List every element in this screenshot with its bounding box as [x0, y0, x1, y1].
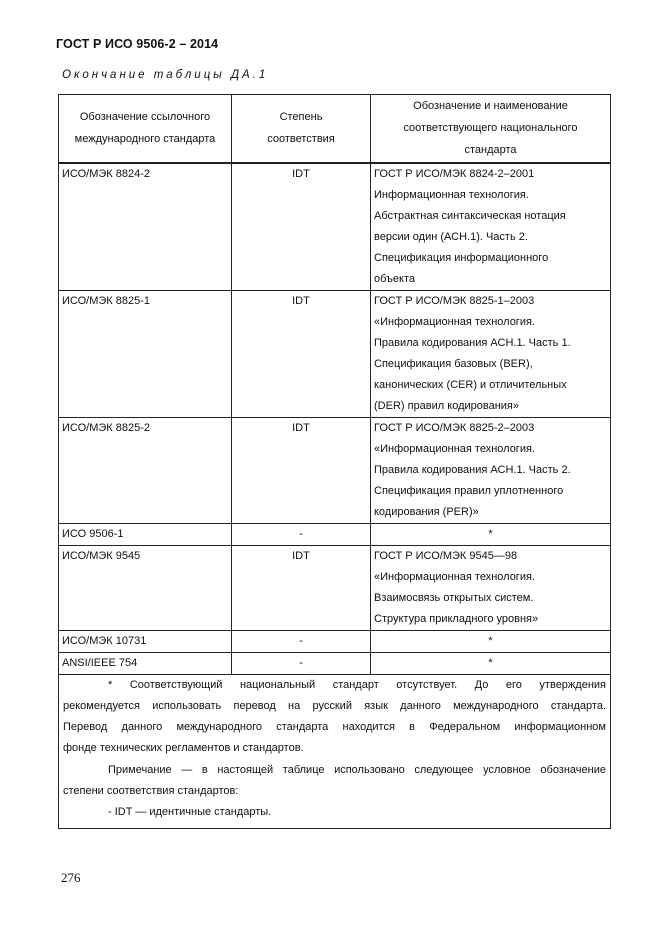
national-line: версии один (АСН.1). Часть 2.: [374, 230, 528, 243]
degree-cell: IDT: [232, 163, 371, 291]
national-line: Спецификация информационного: [374, 251, 549, 264]
footnote-line: рекомендуется использовать перевод на русский язык данного международного стандарта.: [63, 699, 606, 712]
national-line: «Информационная технология.: [374, 315, 535, 328]
footnote-row: [59, 674, 611, 828]
table-row: [59, 417, 611, 523]
national-line: ГОСТ Р ИСО/МЭК 8824-2–2001: [374, 167, 535, 180]
degree-cell: -: [232, 630, 371, 652]
national-line: Правила кодирования АСН.1. Часть 1.: [374, 336, 571, 349]
table-header-row: [59, 95, 611, 163]
footnote-line: * Соответствующий национальный стандарт отсутствует. До его утверждения: [108, 678, 606, 691]
national-standard-cell: [371, 545, 611, 630]
column-header-line: Обозначение и наименование: [413, 100, 568, 113]
table-row: [59, 545, 611, 630]
degree-cell: -: [232, 523, 371, 545]
national-line: объекта: [374, 272, 416, 285]
national-line: канонических (CER) и отличительных: [374, 378, 567, 391]
column-header-line: соответствия: [267, 133, 335, 146]
column-header-line: соответствующего национального: [403, 122, 578, 135]
column-header-line: международного стандарта: [74, 133, 216, 146]
intl-standard-cell: ИСО/МЭК 8825-1: [59, 290, 232, 417]
table-row: [59, 163, 611, 291]
table-row: [59, 652, 611, 674]
table-row: [59, 523, 611, 545]
national-line: Абстрактная синтаксическая нотация: [374, 209, 566, 222]
footnote-line: Перевод данного международного стандарта находится в Федеральном информационном: [63, 721, 606, 734]
national-line: Спецификация базовых (BER),: [374, 357, 533, 370]
footnote-idt: [63, 802, 606, 827]
column-header-degree: [232, 95, 371, 163]
table-caption: Окончание таблицы ДА.1: [62, 69, 269, 81]
degree-cell: IDT: [232, 417, 371, 523]
correspondence-table: [58, 94, 611, 829]
national-line: ГОСТ Р ИСО/МЭК 8825-2–2003: [374, 421, 535, 434]
national-line: ГОСТ Р ИСО/МЭК 8825-1–2003: [374, 294, 535, 307]
national-standard-cell: [371, 417, 611, 523]
national-standard-cell: *: [371, 523, 611, 545]
footnote-cell: [59, 674, 611, 828]
national-line: Правила кодирования АСН.1. Часть 2.: [374, 463, 571, 476]
national-standard-cell: [371, 163, 611, 291]
column-header-line: Степень: [279, 111, 323, 124]
page-number: 276: [61, 870, 81, 885]
national-line: «Информационная технология.: [374, 442, 535, 455]
column-header-national: [371, 95, 611, 163]
table-row: [59, 290, 611, 417]
national-line: Информационная технология.: [374, 188, 529, 201]
column-header-line: Обозначение ссылочного: [79, 111, 211, 124]
intl-standard-cell: ИСО/МЭК 8825-2: [59, 417, 232, 523]
national-line: (DER) правил кодирования»: [374, 399, 520, 412]
national-line: кодирования (PER)»: [374, 505, 479, 518]
degree-cell: IDT: [232, 290, 371, 417]
intl-standard-cell: ИСО/МЭК 8824-2: [59, 163, 232, 291]
national-standard-cell: *: [371, 652, 611, 674]
column-header-line: стандарта: [464, 144, 517, 157]
footnote-star: [63, 675, 606, 760]
national-line: ГОСТ Р ИСО/МЭК 9545—98: [374, 549, 518, 562]
footnote-line: степени соответствия стандартов:: [63, 784, 239, 797]
degree-cell: IDT: [232, 545, 371, 630]
footnote-note: [63, 760, 606, 803]
intl-standard-cell: ИСО/МЭК 9545: [59, 545, 232, 630]
national-line: Структура прикладного уровня»: [374, 612, 539, 625]
document-header: ГОСТ Р ИСО 9506-2 – 2014: [56, 37, 219, 51]
footnote-line: фонде технических регламентов и стандартов.: [63, 742, 304, 755]
table-row: [59, 630, 611, 652]
degree-cell: -: [232, 652, 371, 674]
national-line: «Информационная технология.: [374, 570, 535, 583]
intl-standard-cell: ИСО 9506-1: [59, 523, 232, 545]
national-line: Взаимосвязь открытых систем.: [374, 591, 534, 604]
column-header-intl: [59, 95, 232, 163]
footnote-line: Примечание — в настоящей таблице использовано следующее условное обозначение: [108, 763, 606, 776]
national-line: Спецификация правил уплотненного: [374, 484, 564, 497]
intl-standard-cell: ИСО/МЭК 10731: [59, 630, 232, 652]
national-standard-cell: *: [371, 630, 611, 652]
intl-standard-cell: ANSI/IEEE 754: [59, 652, 232, 674]
national-standard-cell: [371, 290, 611, 417]
footnote-line: - IDT — идентичные стандарты.: [108, 806, 272, 819]
